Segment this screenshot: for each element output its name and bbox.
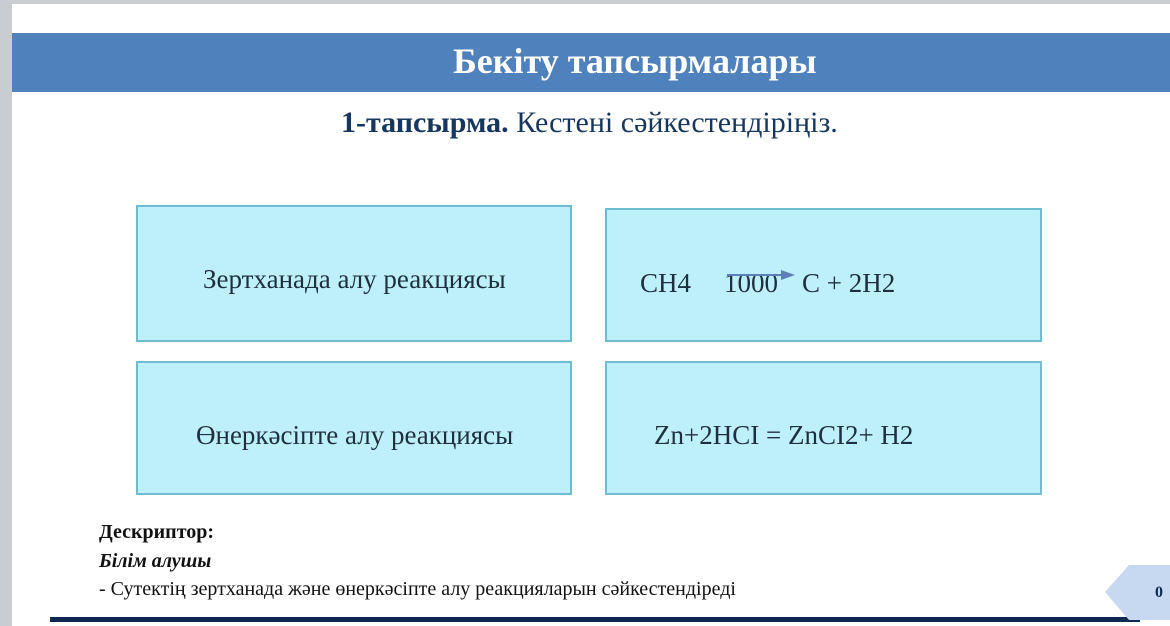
page-number: 0 bbox=[1155, 584, 1163, 601]
descriptor-item: - Сутектің зертханада және өнеркәсіпте алу реакцияларын сәйкестендіреді bbox=[99, 578, 736, 600]
reaction-product: C + 2H2 bbox=[802, 268, 896, 298]
reaction-arrow-icon bbox=[725, 267, 797, 283]
match-cell-left-2[interactable] bbox=[136, 361, 572, 495]
task-text: Кестені сәйкестендіріңіз. bbox=[508, 106, 838, 139]
task-instruction bbox=[341, 103, 838, 143]
match-cell-left-1[interactable] bbox=[136, 205, 572, 342]
bottom-divider bbox=[50, 617, 1140, 622]
descriptor-heading: Дескриптор: bbox=[99, 521, 215, 543]
reaction-condition: 1000 bbox=[724, 268, 778, 298]
cell-left-2-text: Өнеркәсіпте алу реакциясы bbox=[196, 420, 514, 450]
slide-title: Бекіту тапсырмалары bbox=[453, 41, 817, 81]
reaction-reactant: CH4 bbox=[640, 268, 692, 298]
descriptor-subject: Білім алушы bbox=[99, 550, 212, 572]
slide bbox=[12, 4, 1170, 626]
match-cell-right-2[interactable] bbox=[605, 361, 1042, 495]
match-cell-right-1[interactable] bbox=[605, 208, 1042, 342]
task-label: 1-тапсырма. bbox=[341, 106, 509, 139]
cell-left-1-text: Зертханада алу реакциясы bbox=[203, 264, 506, 294]
title-bar bbox=[12, 33, 1170, 92]
cell-right-2-text: Zn+2HCI = ZnCI2+ H2 bbox=[654, 420, 914, 450]
